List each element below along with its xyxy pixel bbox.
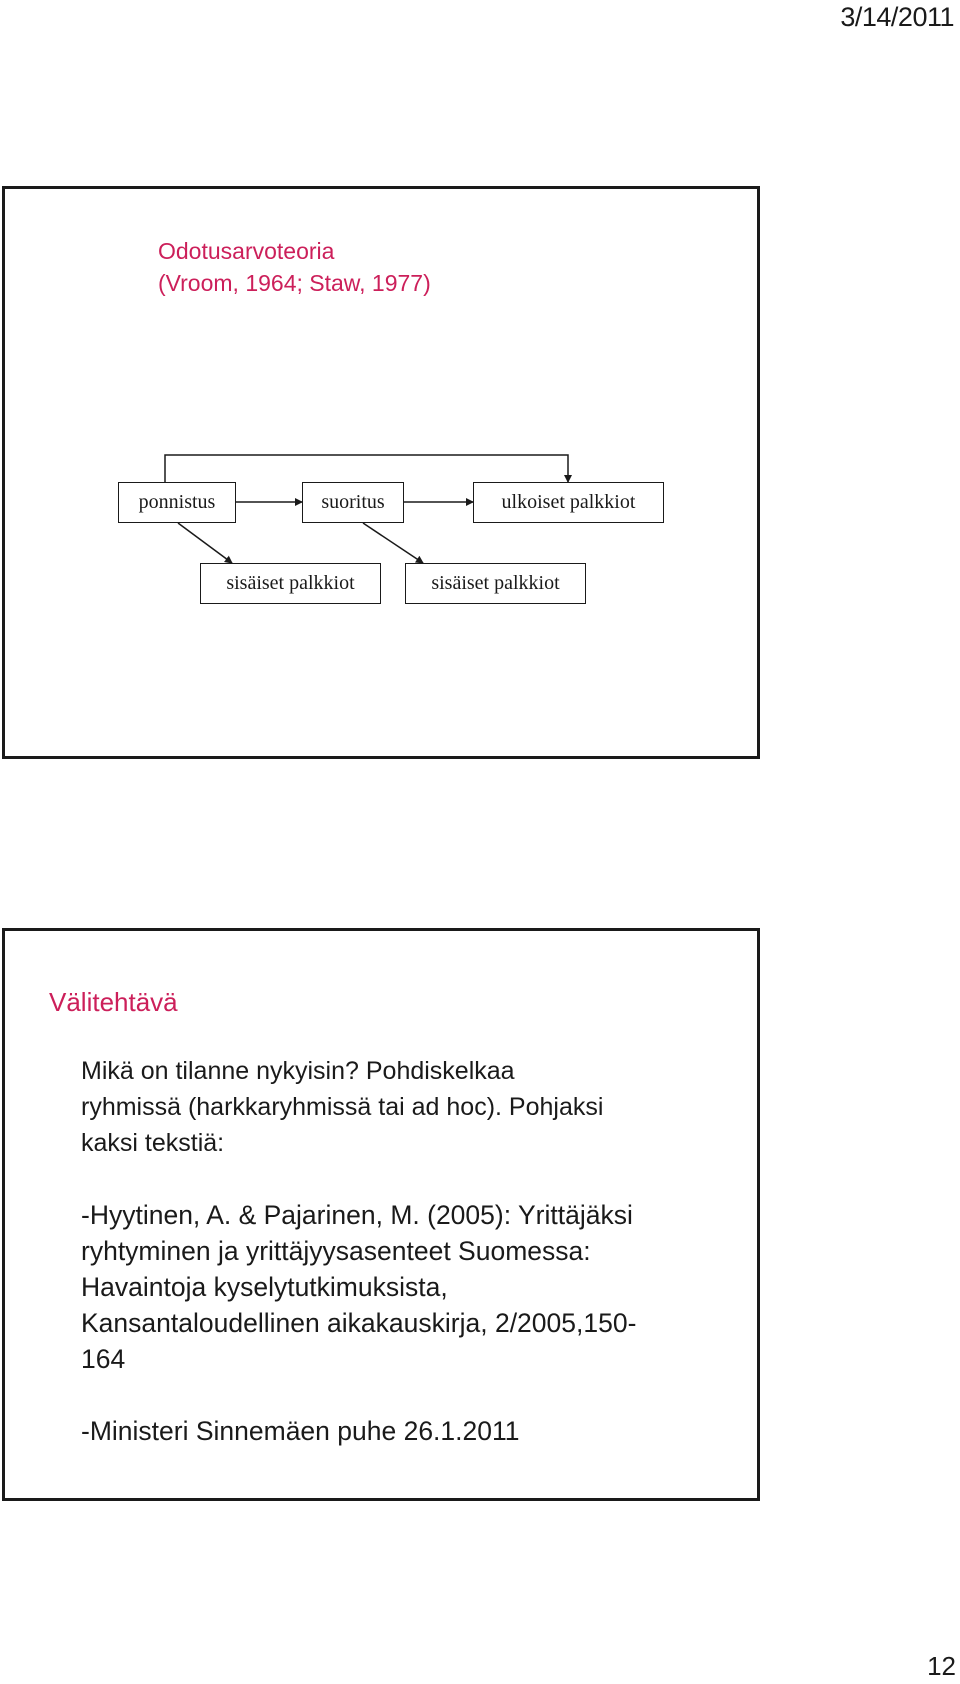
node-sisaiset-palkkiot-2: sisäiset palkkiot (405, 563, 586, 604)
slide-title-line1: Odotusarvoteoria (158, 238, 335, 264)
slide-odotusarvoteoria (2, 186, 760, 759)
node-sisaiset-palkkiot-1: sisäiset palkkiot (200, 563, 381, 604)
reference-line: ryhtyminen ja yrittäjyysasenteet Suomessa: (81, 1236, 591, 1266)
node-ponnistus: ponnistus (118, 482, 236, 523)
reference-line: Kansantaloudellinen aikakauskirja, 2/2005,150- (81, 1308, 637, 1338)
slide-body (81, 1053, 721, 1449)
node-suoritus: suoritus (302, 482, 404, 523)
arrow-suoritus-to-sisaiset2 (363, 523, 423, 563)
slide-valitehtava (2, 928, 760, 1501)
reference-line: Havaintoja kyselytutkimuksista, (81, 1272, 448, 1302)
intro-line: Mikä on tilanne nykyisin? Pohdiskelkaa (81, 1057, 515, 1085)
reference-line: -Hyytinen, A. & Pajarinen, M. (2005): Yrittäjäksi (81, 1200, 633, 1230)
page-number: 12 (927, 1651, 956, 1681)
arrow-ponnistus-to-sisaiset1 (178, 523, 232, 563)
slide-title-line2: (Vroom, 1964; Staw, 1977) (158, 270, 431, 296)
slide-title: Välitehtävä (49, 987, 178, 1017)
header-date: 3/14/2011 (840, 2, 954, 32)
intro-line: ryhmissä (harkkaryhmissä tai ad hoc). Pohjaksi (81, 1093, 604, 1121)
reference-2: -Ministeri Sinnemäen puhe 26.1.2011 (81, 1416, 520, 1446)
node-ulkoiset-palkkiot: ulkoiset palkkiot (473, 482, 664, 523)
intro-line: kaksi tekstiä: (81, 1129, 225, 1157)
arrow-ponnistus-to-ulkoiset (165, 455, 568, 482)
reference-line: 164 (81, 1344, 126, 1374)
expectancy-diagram-arrows (5, 189, 763, 762)
